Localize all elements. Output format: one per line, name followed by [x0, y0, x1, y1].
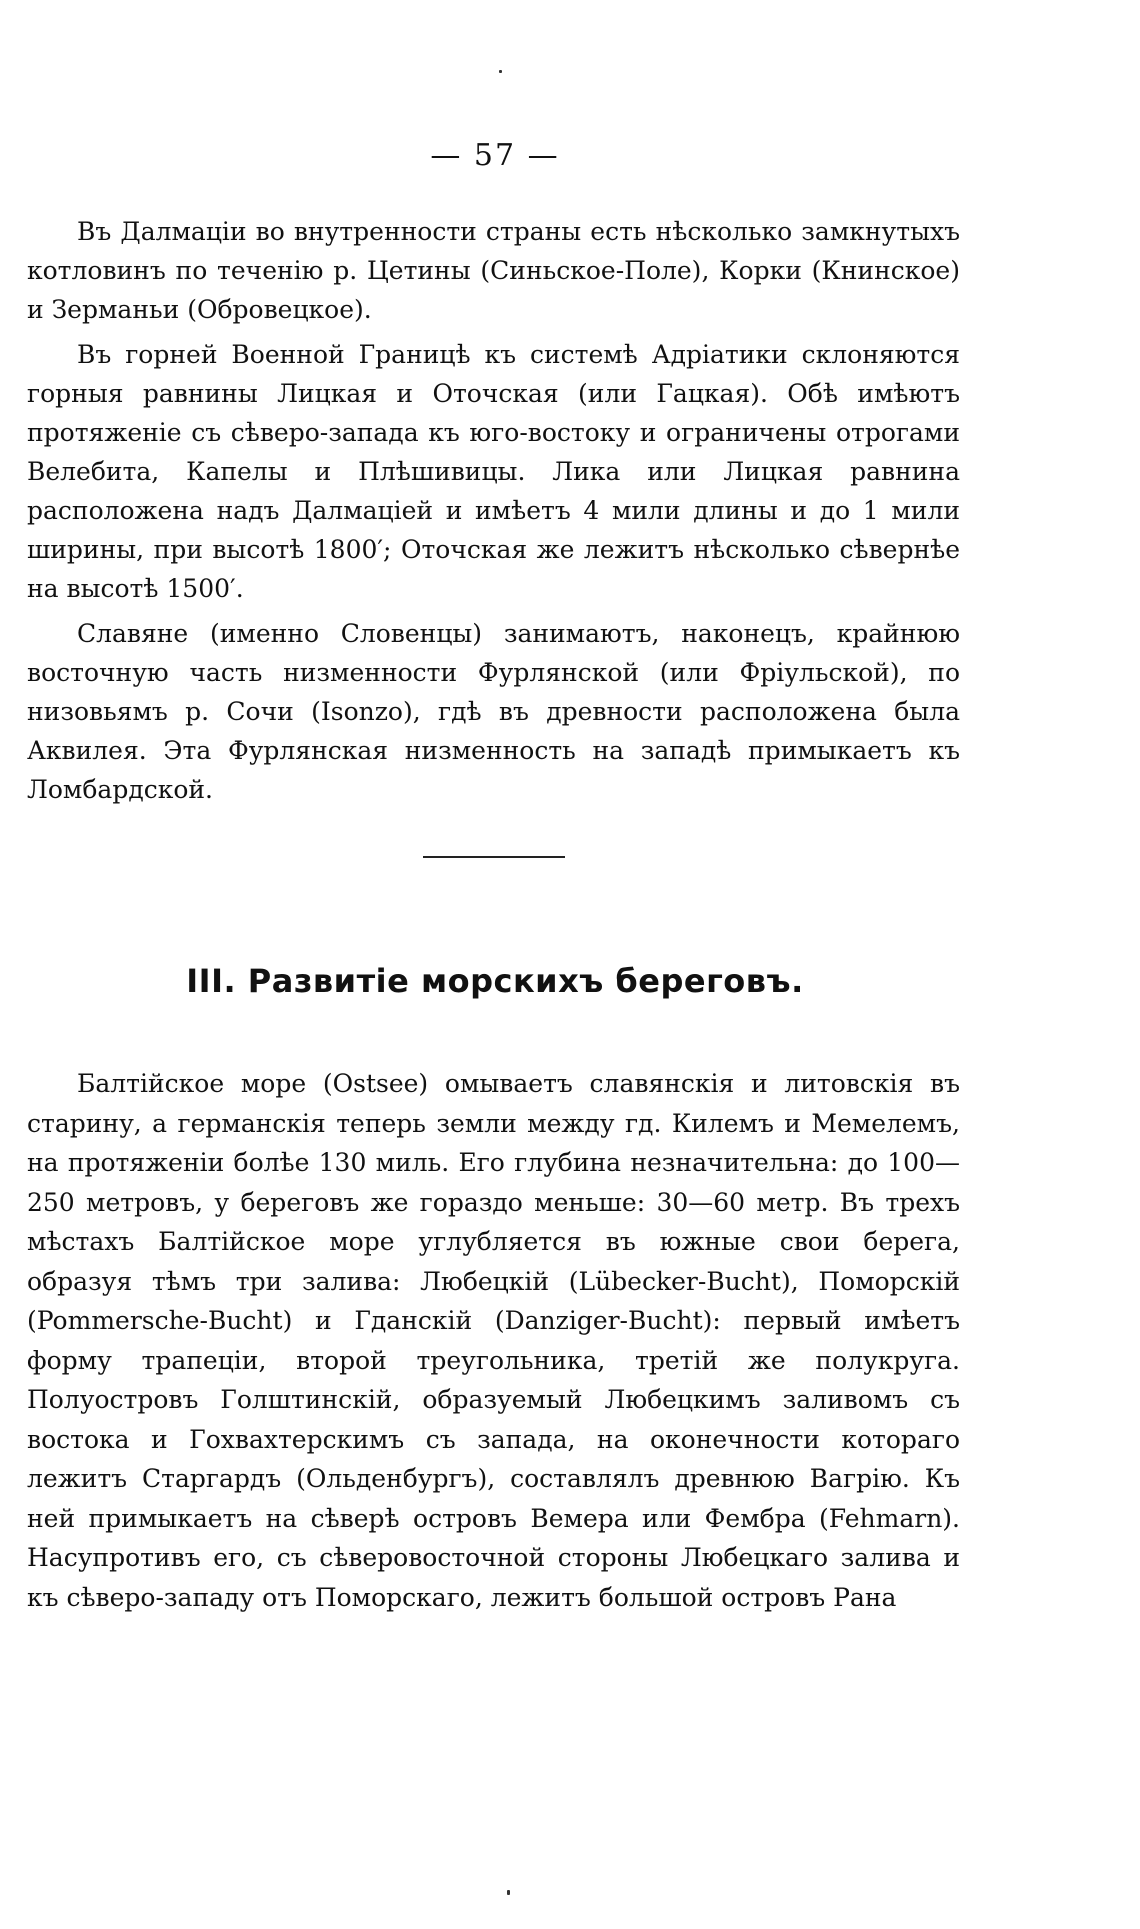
- paragraph: Славяне (именно Словенцы) занимаютъ, наконецъ, крайнюю восточную часть низменности Фурлянской (или Фріульской), по низовьямъ р. Сочи (Isonzo), гдѣ въ древности расположена была Аквилея. Эта Фурлянская низменность на западѣ примыкаетъ къ Ломбардской.: [27, 619, 960, 804]
- paragraph: Балтійское море (Ostsee) омываетъ славянскія и литовскія въ старину, а германскія теперь земли между гд. Килемъ и Мемелемъ, на протяженіи болѣе 130 миль. Его глубина незначительна: до 100—250 метровъ, у береговъ же гораздо меньше: 30—60 метр. Въ трехъ мѣстахъ Балтійское море углубляется въ южные свои берега, образуя тѣмъ три залива: Любецкій (Lübecker-Bucht), Поморскій (Pommersche-Bucht) и Гданскій (Danziger-Bucht): первый имѣетъ форму трапеціи, второй треугольника, третій же полукруга. Полуостровъ Голштинскій, образуемый Любецкимъ заливомъ съ востока и Гохвахтерскимъ съ запада, на оконечности котораго лежитъ Старгардъ (Ольденбургъ), составлялъ древнюю Вагрію. Къ ней примыкаетъ на сѣверѣ островъ Вемера или Фембра (Fehmarn). Насупротивъ его, съ сѣверовосточной стороны Любецкаго залива и къ сѣверо-западу отъ Поморскаго, лежитъ большой островъ Рана: [27, 1069, 960, 1612]
- scan-speck: [507, 1890, 510, 1895]
- section-heading: III. Развитіе морскихъ береговъ.: [186, 962, 804, 1000]
- paragraph: Въ Далмаціи во внутренности страны есть нѣсколько замкнутыхъ котловинъ по теченію р. Цетины (Синьское-Поле), Корки (Книнское) и Зерманьи (Обровецкое).: [27, 217, 960, 324]
- text-block-baltic: [27, 1064, 960, 1623]
- scan-speck: [499, 70, 502, 73]
- page-number: — 57 —: [430, 138, 560, 173]
- paragraph: Въ горней Военной Границѣ къ системѣ Адріатики склоняются горныя равнины Лицкая и Оточская (или Гацкая). Обѣ имѣютъ протяженіе съ сѣверо-запада къ юго-востоку и ограничены отрогами Велебита, Капелы и Плѣшивицы. Лика или Лицкая равнина расположена надъ Далмаціей и имѣетъ 4 мили длины и до 1 мили ширины, при высотѣ 1800′; Оточская же лежитъ нѣсколько сѣвернѣе на высотѣ 1500′.: [27, 340, 960, 603]
- section-divider: [423, 856, 565, 858]
- text-block-dalmatia: [27, 212, 960, 815]
